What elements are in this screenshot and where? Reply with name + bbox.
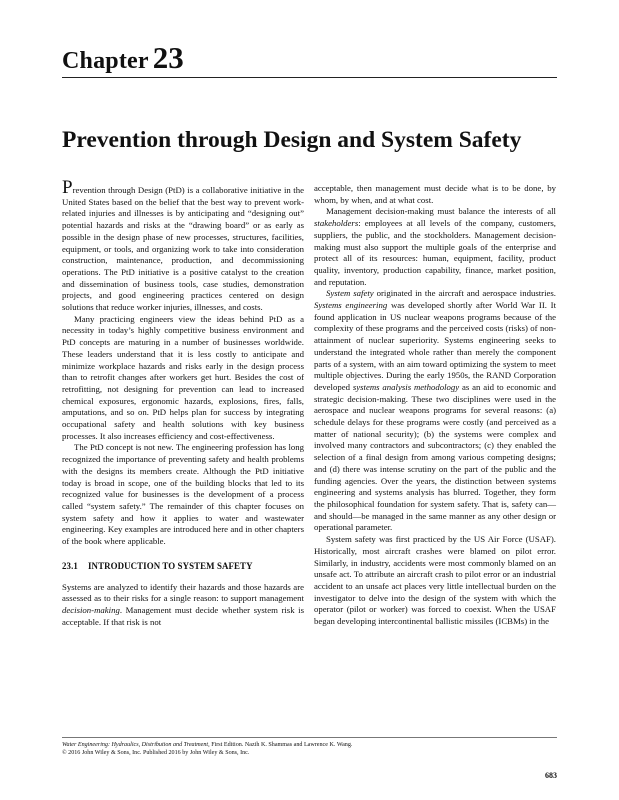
footnote-rule (62, 737, 557, 738)
page-number: 683 (545, 771, 557, 780)
right-column (314, 183, 556, 628)
text-run: . Management must decide whether system risk is acceptable. If that risk is not (62, 604, 304, 627)
section-heading (62, 561, 304, 573)
section-number: 23.1 (62, 560, 78, 571)
chapter-label (62, 40, 557, 78)
paragraph-ptd-concept: The PtD concept is not new. The engineering profession has long recognized the importance of preventing safety and health problems with the designs its members create. Although the PtD initiative today is broad in scope, one of the building blocks that led to its recognized value for businesses is the development of a process called “system safety.” The remainder of this chapter focuses on system safety and how it applies to water and wastewater engineering. Key examples are introduced here and in other chapters of the book where applicable. (62, 442, 304, 547)
text-run: Management decision-making must balance the interests of all (326, 206, 556, 217)
text-run: Systems are analyzed to identify their hazards and those hazards are assessed as to their risks for a single reason: to support management (62, 581, 304, 604)
footnote-line-2: © 2016 John Wiley & Sons, Inc. Published 2016 by John Wiley & Sons, Inc. (62, 750, 250, 756)
section-title: INTRODUCTION TO SYSTEM SAFETY (88, 560, 253, 571)
paragraph-system-safety-origin (314, 288, 556, 534)
paragraph-stakeholders (314, 206, 556, 288)
emphasis-stakeholders: stakeholders (314, 218, 359, 229)
emphasis-decision-making: decision-making (62, 604, 120, 615)
left-column (62, 177, 304, 628)
paragraph-usaf: System safety was first practiced by the US Air Force (USAF). Historically, most aircraft crashes were blamed on pilot error. Similarly, in industry, accidents were most commonly blamed on an unsafe act. To attribute an aircraft crash to pilot error or an industrial accident to an unsafe act places very little intellectual burden on the investigator to delve into the design of the system with which the operator (pilot or worker) was forced to coexist. When the USAF began developing intercontinental ballistic missiles (ICBMs) in the (314, 534, 556, 627)
footnote-line-1 (62, 741, 557, 749)
chapter-title: Prevention through Design and System Safety (62, 127, 522, 153)
emphasis-systems-engineering: Systems engineering (314, 300, 388, 311)
chapter-header (62, 40, 557, 78)
emphasis-systems-analysis: systems analysis methodology (352, 381, 460, 392)
paragraph-intro-text: revention through Design (PtD) is a collaborative initiative in the United States based on the belief that the best way to prevent work-related injuries and illnesses is by anticipating and “designing out” potential hazards and risks at the “drawing board” or as early as possible in the design phase of new processes, structures, facilities, equipment, or tools, and organizing work to take into consideration construction, maintenance, production, and decommissioning operations. The PtD initiative is a positive catalyst to the creation and dissemination of business tools, case studies, demonstration projects, and good engineering practices centered on design solutions that reduce worker injuries, illnesses, and costs. (62, 185, 304, 313)
paragraph-intro (62, 177, 304, 314)
emphasis-system-safety: System safety (326, 288, 374, 299)
drop-cap: P (62, 177, 73, 198)
paragraph-acceptable: acceptable, then management must decide what is to be done, by whom, by when, and at what cost. (314, 183, 556, 205)
text-run: originated in the aircraft and aerospace industries. (373, 288, 556, 299)
text-run: was developed shortly after World War II. It found application in US nuclear weapons programs because of the complexity of these programs and the perceived costs (risks) of non-attainment of nuclear superiority. Systems engineering seeks to understand the integrated whole rather than merely the component parts of a system, with an aim toward optimizing the system to meet multiple objectives. During the early 1950s, the RAND Corporation developed (314, 300, 557, 392)
footnote-book-title: Water Engineering: Hydraulics, Distribution and Treatment (62, 742, 209, 748)
footnote (62, 741, 557, 757)
paragraph-practicing-engineers: Many practicing engineers view the ideas behind PtD as a necessity in today’s highly competitive business environment and PtD concepts are maturing in a number of businesses worldwide. These leaders understand that it is less costly to anticipate and minimize workplace hazards and risks early in the design process than to retrofit changes after workers get hurt. Besides the cost of retrofitting, not designing for prevention can lead to increased chemical exposures, ergonomic hazards, explosions, fires, falls, amputations, and so on. PtD helps plan for success by integrating occupational safety and health solutions with key business processes. It also increases efficiency and cost-effectiveness. (62, 313, 304, 441)
text-run: : employees at all levels of the company, customers, suppliers, the public, and the stockholders. Management decision-making must also support the multiple goals of the enterprise and protect all of its resources: human, equipment, facility, product quality, inventory, production capability, finance, market position, and reputation. (314, 218, 556, 287)
chapter-rule (62, 77, 557, 78)
chapter-word: Chapter (62, 48, 149, 74)
chapter-number: 23 (152, 40, 184, 75)
text-run: as an aid to economic and strategic decision-making. These two disciplines were used in the aerospace and nuclear weapons programs for several reasons: (a) schedule delays for these programs were costly (and perceived as a matter of national security); (b) the systems were complex and involved many contractors and subcontractors; (c) they enabled the selection of a final design from among various competing designs; and (d) there was intense scrutiny on the part of the public and the funding agencies. Over the years, the distinction between systems engineering and systems analysis has blurred. Together, they form the philosophical foundation for system safety. That is, safety can—and should—be managed in the same manner as any other design or operational parameter. (314, 381, 556, 533)
text-run: , First Edition. Nazih K. Shammas and Lawrence K. Wang. (208, 742, 353, 748)
paragraph-systems-analyzed (62, 582, 304, 629)
